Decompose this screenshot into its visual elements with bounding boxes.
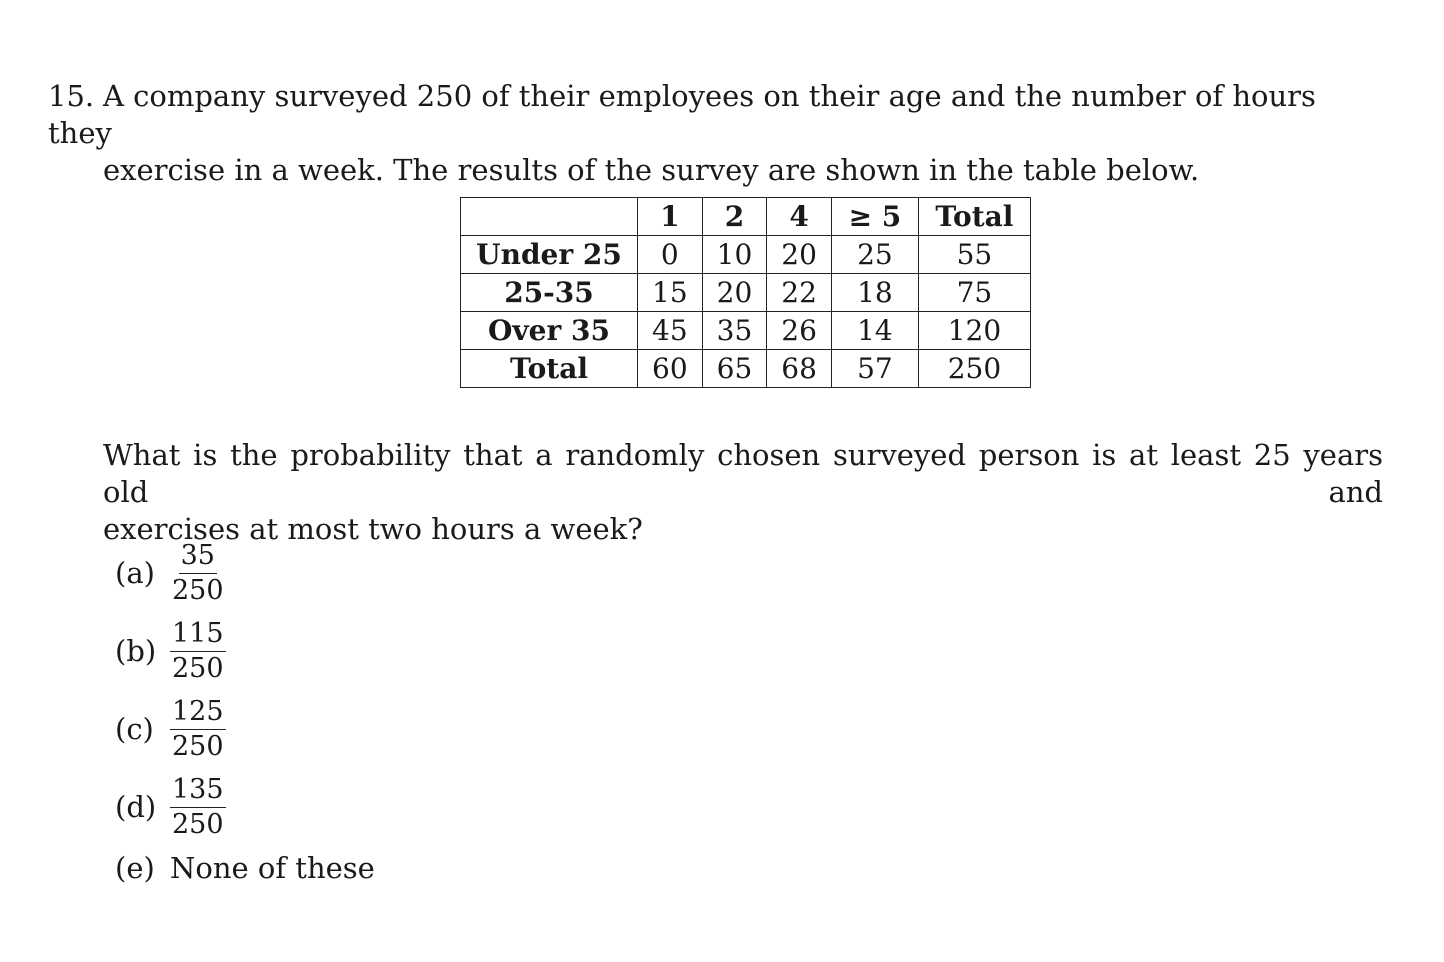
choice-a[interactable]	[115, 534, 375, 612]
choice-label: (c)	[115, 712, 154, 746]
row-header: 25-35	[461, 274, 638, 312]
table-cell: 14	[831, 312, 918, 350]
table-cell: 25	[831, 236, 918, 274]
choice-text: None of these	[170, 851, 375, 885]
table-row	[461, 236, 1031, 274]
column-header: Total	[918, 198, 1030, 236]
table-cell: 68	[767, 350, 832, 388]
fraction-denominator: 250	[172, 574, 224, 606]
choice-d[interactable]	[115, 768, 375, 846]
problem-statement	[48, 78, 1388, 189]
table-row	[461, 274, 1031, 312]
table-cell: 18	[831, 274, 918, 312]
table-cell: 75	[918, 274, 1030, 312]
question-text	[103, 437, 1383, 548]
problem-line-1: 15. A company surveyed 250 of their employees on their age and the number of hours they	[48, 79, 1316, 150]
fraction	[170, 773, 226, 842]
fraction-numerator: 35	[179, 539, 217, 574]
table-cell: 26	[767, 312, 832, 350]
survey-table	[460, 197, 1031, 388]
choice-c[interactable]	[115, 690, 375, 768]
table-cell: 0	[638, 236, 703, 274]
row-header: Total	[461, 350, 638, 388]
choice-label: (a)	[115, 556, 155, 590]
fraction-numerator: 125	[170, 695, 226, 730]
column-header: 4	[767, 198, 832, 236]
fraction	[170, 539, 226, 608]
table-cell: 35	[702, 312, 767, 350]
table-cell: 22	[767, 274, 832, 312]
column-header: 1	[638, 198, 703, 236]
table-cell: 20	[702, 274, 767, 312]
row-header: Under 25	[461, 236, 638, 274]
problem-number: 15.	[48, 79, 95, 113]
table-cell: 20	[767, 236, 832, 274]
choice-label: (e)	[115, 851, 155, 885]
choice-e[interactable]	[115, 848, 375, 888]
choice-b[interactable]	[115, 612, 375, 690]
table-cell: 57	[831, 350, 918, 388]
choice-label: (d)	[115, 790, 157, 824]
table-row	[461, 312, 1031, 350]
table-header-row	[461, 198, 1031, 236]
question-line-1: What is the probability that a randomly chosen surveyed person is at least 25 years old and	[103, 438, 1383, 509]
table-row	[461, 350, 1031, 388]
fraction	[170, 617, 226, 686]
table-cell: 45	[638, 312, 703, 350]
choice-label: (b)	[115, 634, 157, 668]
table-cell: 60	[638, 350, 703, 388]
table-cell: 15	[638, 274, 703, 312]
table-cell: 120	[918, 312, 1030, 350]
fraction-denominator: 250	[172, 652, 224, 684]
question-line-2: exercises at most two hours a week?	[103, 512, 643, 546]
table-cell: 10	[702, 236, 767, 274]
fraction	[170, 695, 226, 764]
fraction-numerator: 115	[170, 617, 226, 652]
table-cell: 65	[702, 350, 767, 388]
row-header: Over 35	[461, 312, 638, 350]
column-header: ≥ 5	[831, 198, 918, 236]
fraction-denominator: 250	[172, 808, 224, 840]
table-corner-cell	[461, 198, 638, 236]
table-cell: 250	[918, 350, 1030, 388]
answer-choices	[115, 534, 375, 888]
table-cell: 55	[918, 236, 1030, 274]
fraction-denominator: 250	[172, 730, 224, 762]
column-header: 2	[702, 198, 767, 236]
fraction-numerator: 135	[170, 773, 226, 808]
problem-line-2: exercise in a week. The results of the survey are shown in the table below.	[103, 153, 1200, 187]
